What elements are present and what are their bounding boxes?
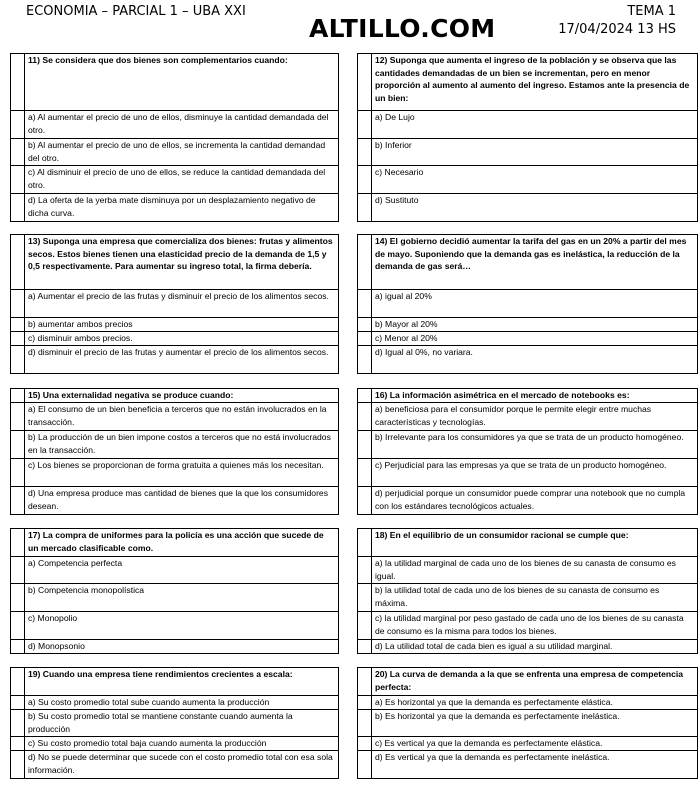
option-b: b) Su costo promedio total se mantiene constante cuando aumenta la producción: [25, 710, 339, 737]
answer-box[interactable]: [358, 529, 372, 557]
option-c: c) Su costo promedio total baja cuando aumenta la producción: [25, 737, 339, 751]
answer-box[interactable]: [358, 431, 372, 459]
option-d: d) Una empresa produce mas cantidad de bienes que la que los consumidores desean.: [25, 487, 339, 515]
answer-box[interactable]: [358, 139, 372, 166]
answer-box[interactable]: [358, 487, 372, 515]
question-text: 16) La información asimétrica en el mercado de notebooks es:: [372, 389, 698, 403]
answer-box[interactable]: [11, 332, 25, 346]
option-a: a) El consumo de un bien beneficia a terceros que no están involucrados en la transacción.: [25, 403, 339, 431]
question-text: 19) Cuando una empresa tiene rendimientos crecientes a escala:: [25, 668, 339, 696]
answer-box[interactable]: [11, 194, 25, 222]
answer-box[interactable]: [358, 668, 372, 696]
question-text: 15) Una externalidad negativa se produce cuando:: [25, 389, 339, 403]
answer-box[interactable]: [358, 290, 372, 318]
answer-box[interactable]: [358, 403, 372, 431]
question-text: 18) En el equilibrio de un consumidor racional se cumple que:: [372, 529, 698, 557]
option-d: d) Sustituto: [372, 194, 698, 222]
option-d: d) La oferta de la yerba mate disminuya por un desplazamiento negativo de dicha curva.: [25, 194, 339, 222]
answer-box[interactable]: [358, 389, 372, 403]
answer-box[interactable]: [11, 696, 25, 710]
answer-box[interactable]: [358, 459, 372, 487]
answer-box[interactable]: [358, 194, 372, 222]
option-c: c) Necesario: [372, 166, 698, 194]
option-c: c) Menor al 20%: [372, 332, 698, 346]
option-c: c) Al disminuir el precio de uno de ellos, se reduce la cantidad demandada del otro.: [25, 166, 339, 194]
option-b: b) Competencia monopolística: [25, 584, 339, 612]
answer-box[interactable]: [11, 166, 25, 194]
answer-box[interactable]: [11, 584, 25, 612]
exam-title: ECONOMIA – PARCIAL 1 – UBA XXI: [26, 4, 246, 19]
answer-box[interactable]: [11, 612, 25, 640]
option-d: d) Es vertical ya que la demanda es perfectamente inelástica.: [372, 751, 698, 779]
question-text: 17) La compra de uniformes para la policía es una acción que sucede de un mercado clasificable como.: [25, 529, 339, 557]
answer-box[interactable]: [358, 710, 372, 737]
option-b: b) Irrelevante para los consumidores ya que se trata de un producto homogéneo.: [372, 431, 698, 459]
answer-box[interactable]: [358, 332, 372, 346]
option-a: a) Es horizontal ya que la demanda es perfectamente elástica.: [372, 696, 698, 710]
option-b: b) Al aumentar el precio de uno de ellos, se incrementa la cantidad demandad del otro.: [25, 139, 339, 166]
option-a: a) De Lujo: [372, 111, 698, 139]
option-a: a) Al aumentar el precio de uno de ellos, disminuye la cantidad demandada del otro.: [25, 111, 339, 139]
option-a: a) Aumentar el precio de las frutas y disminuir el precio de los alimentos secos.: [25, 290, 339, 318]
question-20: [357, 667, 698, 779]
answer-box[interactable]: [11, 346, 25, 374]
option-b: b) Inferior: [372, 139, 698, 166]
question-12: [357, 53, 698, 222]
answer-box[interactable]: [358, 737, 372, 751]
answer-box[interactable]: [11, 235, 25, 290]
question-14: [357, 234, 698, 374]
answer-box[interactable]: [11, 529, 25, 557]
question-text: 11) Se considera que dos bienes son complementarios cuando:: [25, 54, 339, 111]
option-a: a) igual al 20%: [372, 290, 698, 318]
exam-date: 17/04/2024 13 HS: [558, 22, 676, 37]
answer-box[interactable]: [358, 696, 372, 710]
answer-box[interactable]: [11, 403, 25, 431]
question-11: [10, 53, 339, 222]
question-19: [10, 667, 339, 779]
answer-box[interactable]: [358, 612, 372, 640]
option-d: d) No se puede determinar que sucede con el costo promedio total con esa sola información.: [25, 751, 339, 779]
answer-box[interactable]: [11, 139, 25, 166]
site-logo[interactable]: ALTILLO.COM: [309, 14, 496, 43]
option-a: a) Competencia perfecta: [25, 557, 339, 584]
answer-box[interactable]: [11, 290, 25, 318]
question-text: 14) El gobierno decidió aumentar la tarifa del gas en un 20% a partir del mes de mayo. Suponiendo que la demanda gas es inelástica, la reducción de la demanda de gas será…: [372, 235, 698, 290]
option-c: c) Es vertical ya que la demanda es perfectamente elástica.: [372, 737, 698, 751]
option-b: b) La producción de un bien impone costos a terceros que no está involucrados en la transacción.: [25, 431, 339, 459]
question-17: [10, 528, 339, 654]
answer-box[interactable]: [11, 431, 25, 459]
option-b: b) la utilidad total de cada uno de los bienes de su canasta de consumo es máxima.: [372, 584, 698, 612]
answer-box[interactable]: [11, 640, 25, 654]
option-d: d) Igual al 0%, no variara.: [372, 346, 698, 374]
answer-box[interactable]: [11, 668, 25, 696]
answer-box[interactable]: [358, 557, 372, 584]
option-a: a) Su costo promedio total sube cuando aumenta la producción: [25, 696, 339, 710]
answer-box[interactable]: [11, 389, 25, 403]
question-18: [357, 528, 698, 654]
question-text: 12) Suponga que aumenta el ingreso de la población y se observa que las cantidades demandadas de un bien se incrementan, pero en menor proporción al aumento al aumento del ingreso. Estamos ante la presencia de un bien:: [372, 54, 698, 111]
option-c: c) la utilidad marginal por peso gastado de cada uno de los bienes de su canasta de consumo es la misma para todos los bienes.: [372, 612, 698, 640]
answer-box[interactable]: [358, 111, 372, 139]
option-c: c) Monopolio: [25, 612, 339, 640]
option-a: a) beneficiosa para el consumidor porque le permite elegir entre muchas características y tecnologías.: [372, 403, 698, 431]
answer-box[interactable]: [11, 318, 25, 332]
option-c: c) disminuir ambos precios.: [25, 332, 339, 346]
answer-box[interactable]: [358, 584, 372, 612]
option-d: d) disminuir el precio de las frutas y aumentar el precio de los alimentos secos.: [25, 346, 339, 374]
answer-box[interactable]: [358, 751, 372, 779]
option-d: d) perjudicial porque un consumidor puede comprar una notebook que no cumpla con los estándares tecnológicos actuales.: [372, 487, 698, 515]
answer-box[interactable]: [11, 487, 25, 515]
option-b: b) aumentar ambos precios: [25, 318, 339, 332]
answer-box[interactable]: [11, 737, 25, 751]
answer-box[interactable]: [358, 640, 372, 654]
answer-box[interactable]: [11, 557, 25, 584]
option-c: c) Los bienes se proporcionan de forma gratuita a quienes más los necesitan.: [25, 459, 339, 487]
answer-box[interactable]: [11, 751, 25, 779]
exam-theme: TEMA 1: [627, 4, 676, 19]
option-a: a) la utilidad marginal de cada uno de los bienes de su canasta de consumo es igual.: [372, 557, 698, 584]
answer-box[interactable]: [358, 235, 372, 290]
answer-box[interactable]: [358, 166, 372, 194]
answer-box[interactable]: [358, 54, 372, 111]
answer-box[interactable]: [11, 459, 25, 487]
option-d: d) Monopsonio: [25, 640, 339, 654]
answer-box[interactable]: [358, 318, 372, 332]
question-16: [357, 388, 698, 515]
option-b: b) Mayor al 20%: [372, 318, 698, 332]
option-d: d) La utilidad total de cada bien es igual a su utilidad marginal.: [372, 640, 698, 654]
answer-box[interactable]: [11, 710, 25, 737]
question-text: 20) La curva de demanda a la que se enfrenta una empresa de competencia perfecta:: [372, 668, 698, 696]
question-text: 13) Suponga una empresa que comercializa dos bienes: frutas y alimentos secos. Estos bienes tienen una elasticidad precio de la demanda de 1,5 y 0,5 respectivamente. Para aumentar su ingreso total, la firma debería.: [25, 235, 339, 290]
answer-box[interactable]: [11, 111, 25, 139]
question-15: [10, 388, 339, 515]
answer-box[interactable]: [358, 346, 372, 374]
option-c: c) Perjudicial para las empresas ya que se trata de un producto homogéneo.: [372, 459, 698, 487]
option-b: b) Es horizontal ya que la demanda es perfectamente inelástica.: [372, 710, 698, 737]
question-13: [10, 234, 339, 374]
answer-box[interactable]: [11, 54, 25, 111]
